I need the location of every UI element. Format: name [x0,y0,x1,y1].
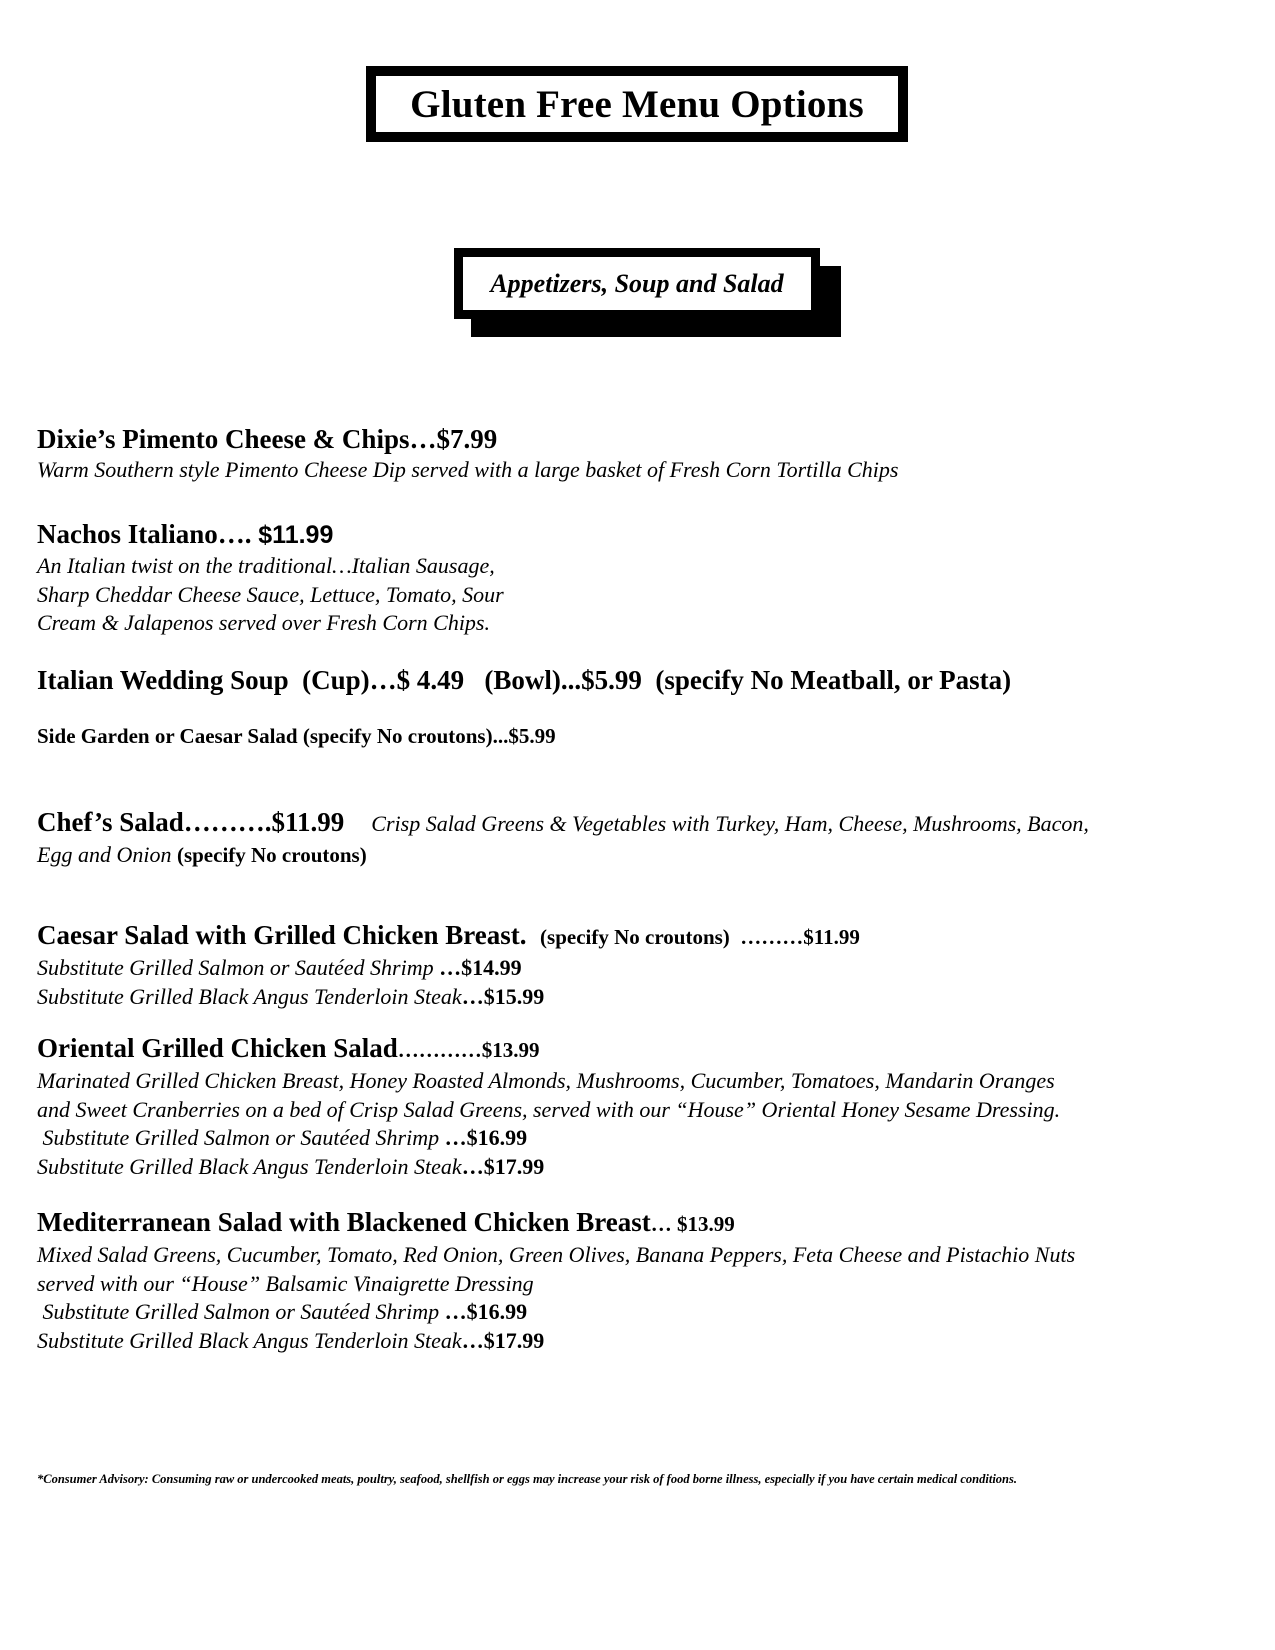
item-title [37,1205,1242,1241]
substitution-line [37,1298,1242,1327]
item-description [37,552,1242,638]
section-header: Appetizers, Soup and Salad [490,268,784,298]
substitution-text: Substitute Grilled Salmon or Sautéed Shrimp [37,955,440,980]
section-header-frame [461,255,813,312]
substitution-price: …$16.99 [444,1299,528,1324]
description-line: Sharp Cheddar Cheese Sauce, Lettuce, Tomato, Sour [37,581,504,607]
substitution-text: Substitute Grilled Black Angus Tenderloin Steak [37,983,462,1009]
menu-title: Gluten Free Menu Options [410,82,864,126]
item-title [37,1031,1242,1067]
item-description-continued [37,841,1242,870]
substitution-text: Substitute Grilled Black Angus Tenderloin Steak [37,1327,462,1353]
menu-item-chef-salad [37,805,1242,870]
description-line: Mixed Salad Greens, Cucumber, Tomato, Red Onion, Green Olives, Banana Peppers, Feta Cheese and Pistachio Nuts [37,1242,1076,1267]
description-line: and Sweet Cranberries on a bed of Crisp Salad Greens, served with our “House” Oriental Honey Sesame Dressing. [37,1096,1061,1122]
substitution-line [37,983,1242,1012]
menu-title-frame [374,74,900,134]
item-description [37,456,1242,485]
substitution-text: Substitute Grilled Black Angus Tenderloin Steak [37,1153,462,1179]
item-substitutions [37,954,1242,1011]
substitution-text: Substitute Grilled Salmon or Sautéed Shrimp [37,1125,445,1150]
description-line: Warm Southern style Pimento Cheese Dip served with a large basket of Fresh Corn Tortilla Chips [37,457,899,482]
item-title [37,517,1242,552]
menu-item-caesar [37,918,1242,1011]
substitution-price: …$14.99 [439,955,522,980]
substitution-price: …$16.99 [444,1125,528,1150]
substitution-line [37,1327,1242,1356]
item-description: Crisp Salad Greens & Vegetables with Turkey, Ham, Cheese, Mushrooms, Bacon, [371,811,1089,836]
item-name: Chef’s Salad……….$11.99 [37,807,345,837]
substitution-text: Substitute Grilled Salmon or Sautéed Shrimp [37,1299,445,1324]
menu-item-side-salad [37,724,1242,749]
description-line: Egg and Onion [37,842,172,867]
substitution-price: …$15.99 [461,983,545,1009]
description-line: An Italian twist on the traditional…Italian Sausage, [37,553,495,578]
description-line: Marinated Grilled Chicken Breast, Honey Roasted Almonds, Mushrooms, Cucumber, Tomatoes, Mandarin Oranges [37,1068,1055,1093]
description-line: served with our “House” Balsamic Vinaigrette Dressing [37,1270,534,1296]
item-name: Mediterranean Salad with Blackened Chicken Breast [37,1207,651,1237]
substitution-price: …$17.99 [461,1327,545,1353]
item-name: Caesar Salad with Grilled Chicken Breast. [37,920,527,950]
menu-item-pimento [37,422,1242,485]
substitution-line [37,1153,1242,1182]
menu-item-nachos [37,517,1242,638]
item-price: $11.99 [258,521,334,549]
item-title: Side Garden or Caesar Salad (specify No croutons)...$5.99 [37,724,556,748]
item-title: Dixie’s Pimento Cheese & Chips…$7.99 [37,424,498,454]
description-line: Cream & Jalapenos served over Fresh Corn Chips. [37,610,490,635]
consumer-advisory: *Consumer Advisory: Consuming raw or undercooked meats, poultry, seafood, shellfish or eggs may increase your risk of food borne illness, especially if you have certain medical conditions. [37,1472,1017,1486]
item-note: (specify No croutons) ………$11.99 [540,925,860,949]
menu-item-oriental [37,1031,1242,1181]
item-name: Oriental Grilled Chicken Salad [37,1033,398,1063]
item-title [37,918,1242,954]
item-note: (specify No croutons) [176,843,367,867]
substitution-price: …$17.99 [461,1153,545,1179]
substitution-line [37,954,1242,983]
item-price: … $13.99 [650,1212,735,1236]
menu-item-soup [37,663,1242,697]
item-price: …………$13.99 [397,1038,540,1062]
item-title [37,805,1242,841]
item-title: Italian Wedding Soup (Cup)…$ 4.49 (Bowl)...$5.99 (specify No Meatball, or Pasta) [37,665,1012,695]
menu-title-box [366,66,908,142]
item-description [37,1241,1242,1355]
menu-item-mediterranean [37,1205,1242,1355]
substitution-line [37,1124,1242,1153]
section-header-box [454,248,820,319]
item-description [37,1067,1242,1181]
item-name: Nachos Italiano…. [37,519,259,549]
